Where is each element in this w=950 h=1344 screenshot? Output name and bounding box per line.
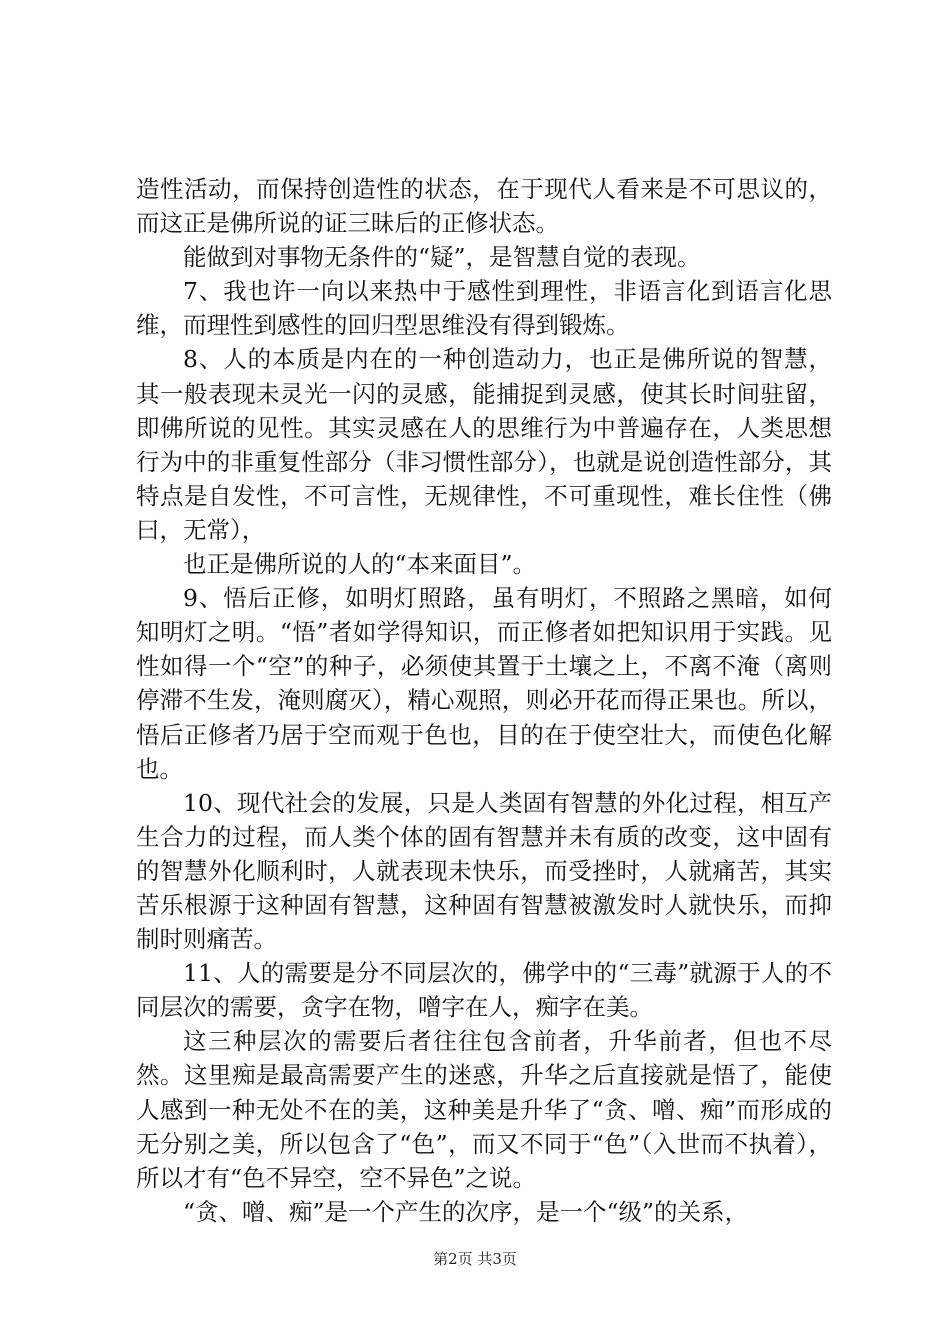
paragraph-7: 10、现代社会的发展，只是人类固有智慧的外化过程，相互产生合力的过程，而人类个体的固有智慧并未有质的改变，这中固有的智慧外化顺利时，人就表现未快乐，而受挫时，人就痛苦，其实苦乐根源于这种固有智慧，这种固有智慧被激发时人就快乐，而抑制时则痛苦。 <box>136 788 832 954</box>
paragraph-2: 能做到对事物无条件的“疑”，是智慧自觉的表现。 <box>183 243 701 272</box>
paragraph-5: 也正是佛所说的人的“本来面目”。 <box>183 550 537 579</box>
paragraph-9: 这三种层次的需要后者往往包含前者，升华前者，但也不尽然。这里痴是最高需要产生的迷惑，升华之后直接就是悟了，能使人感到一种无处不在的美，这种美是升华了“贪、噌、痴”而形成的无分别之美，所以包含了“色”，而又不同于“色”（入世而不执着），所以才有“色不异空，空不异色”之说。 <box>136 1027 832 1192</box>
paragraph-4: 8、人的本质是内在的一种创造动力，也正是佛所说的智慧，其一般表现未灵光一闪的灵感，能捕捉到灵感，使其长时间驻留，即佛所说的见性。其实灵感在人的思维行为中普遍存在，人类思想行为中的非重复性部分（非习惯性部分），也就是说创造性部分，其特点是自发性，不可言性，无规律性，不可重现性，难长住性（佛曰，无常）， <box>136 345 832 544</box>
paragraph-6: 9、悟后正修，如明灯照路，虽有明灯，不照路之黑暗，如何知明灯之明。“悟”者如学得知识，而正修者如把知识用于实践。见性如得一个“空”的种子，必须使其置于土壤之上，不离不淹（离则停滞不生发，淹则腐灭），精心观照，则必开花而得正果也。所以，悟后正修者乃居于空而观于色也，目的在于使空壮大，而使色化解也。 <box>136 584 832 783</box>
paragraph-10: “贪、噌、痴”是一个产生的次序，是一个“级”的关系， <box>183 1197 749 1226</box>
paragraph-1: 造性活动，而保持创造性的状态，在于现代人看来是不可思议的，而这正是佛所说的证三昧后的正修状态。 <box>136 175 832 238</box>
page-number-footer: 第2页 共3页 <box>433 1250 517 1268</box>
paragraph-8: 11、人的需要是分不同层次的，佛学中的“三毒”就源于人的不同层次的需要，贪字在物，噌字在人，痴字在美。 <box>136 959 832 1022</box>
document-body <box>136 172 832 1229</box>
paragraph-3: 7、我也许一向以来热中于感性到理性，非语言化到语言化思维，而理性到感性的回归型思维没有得到锻炼。 <box>136 277 832 340</box>
